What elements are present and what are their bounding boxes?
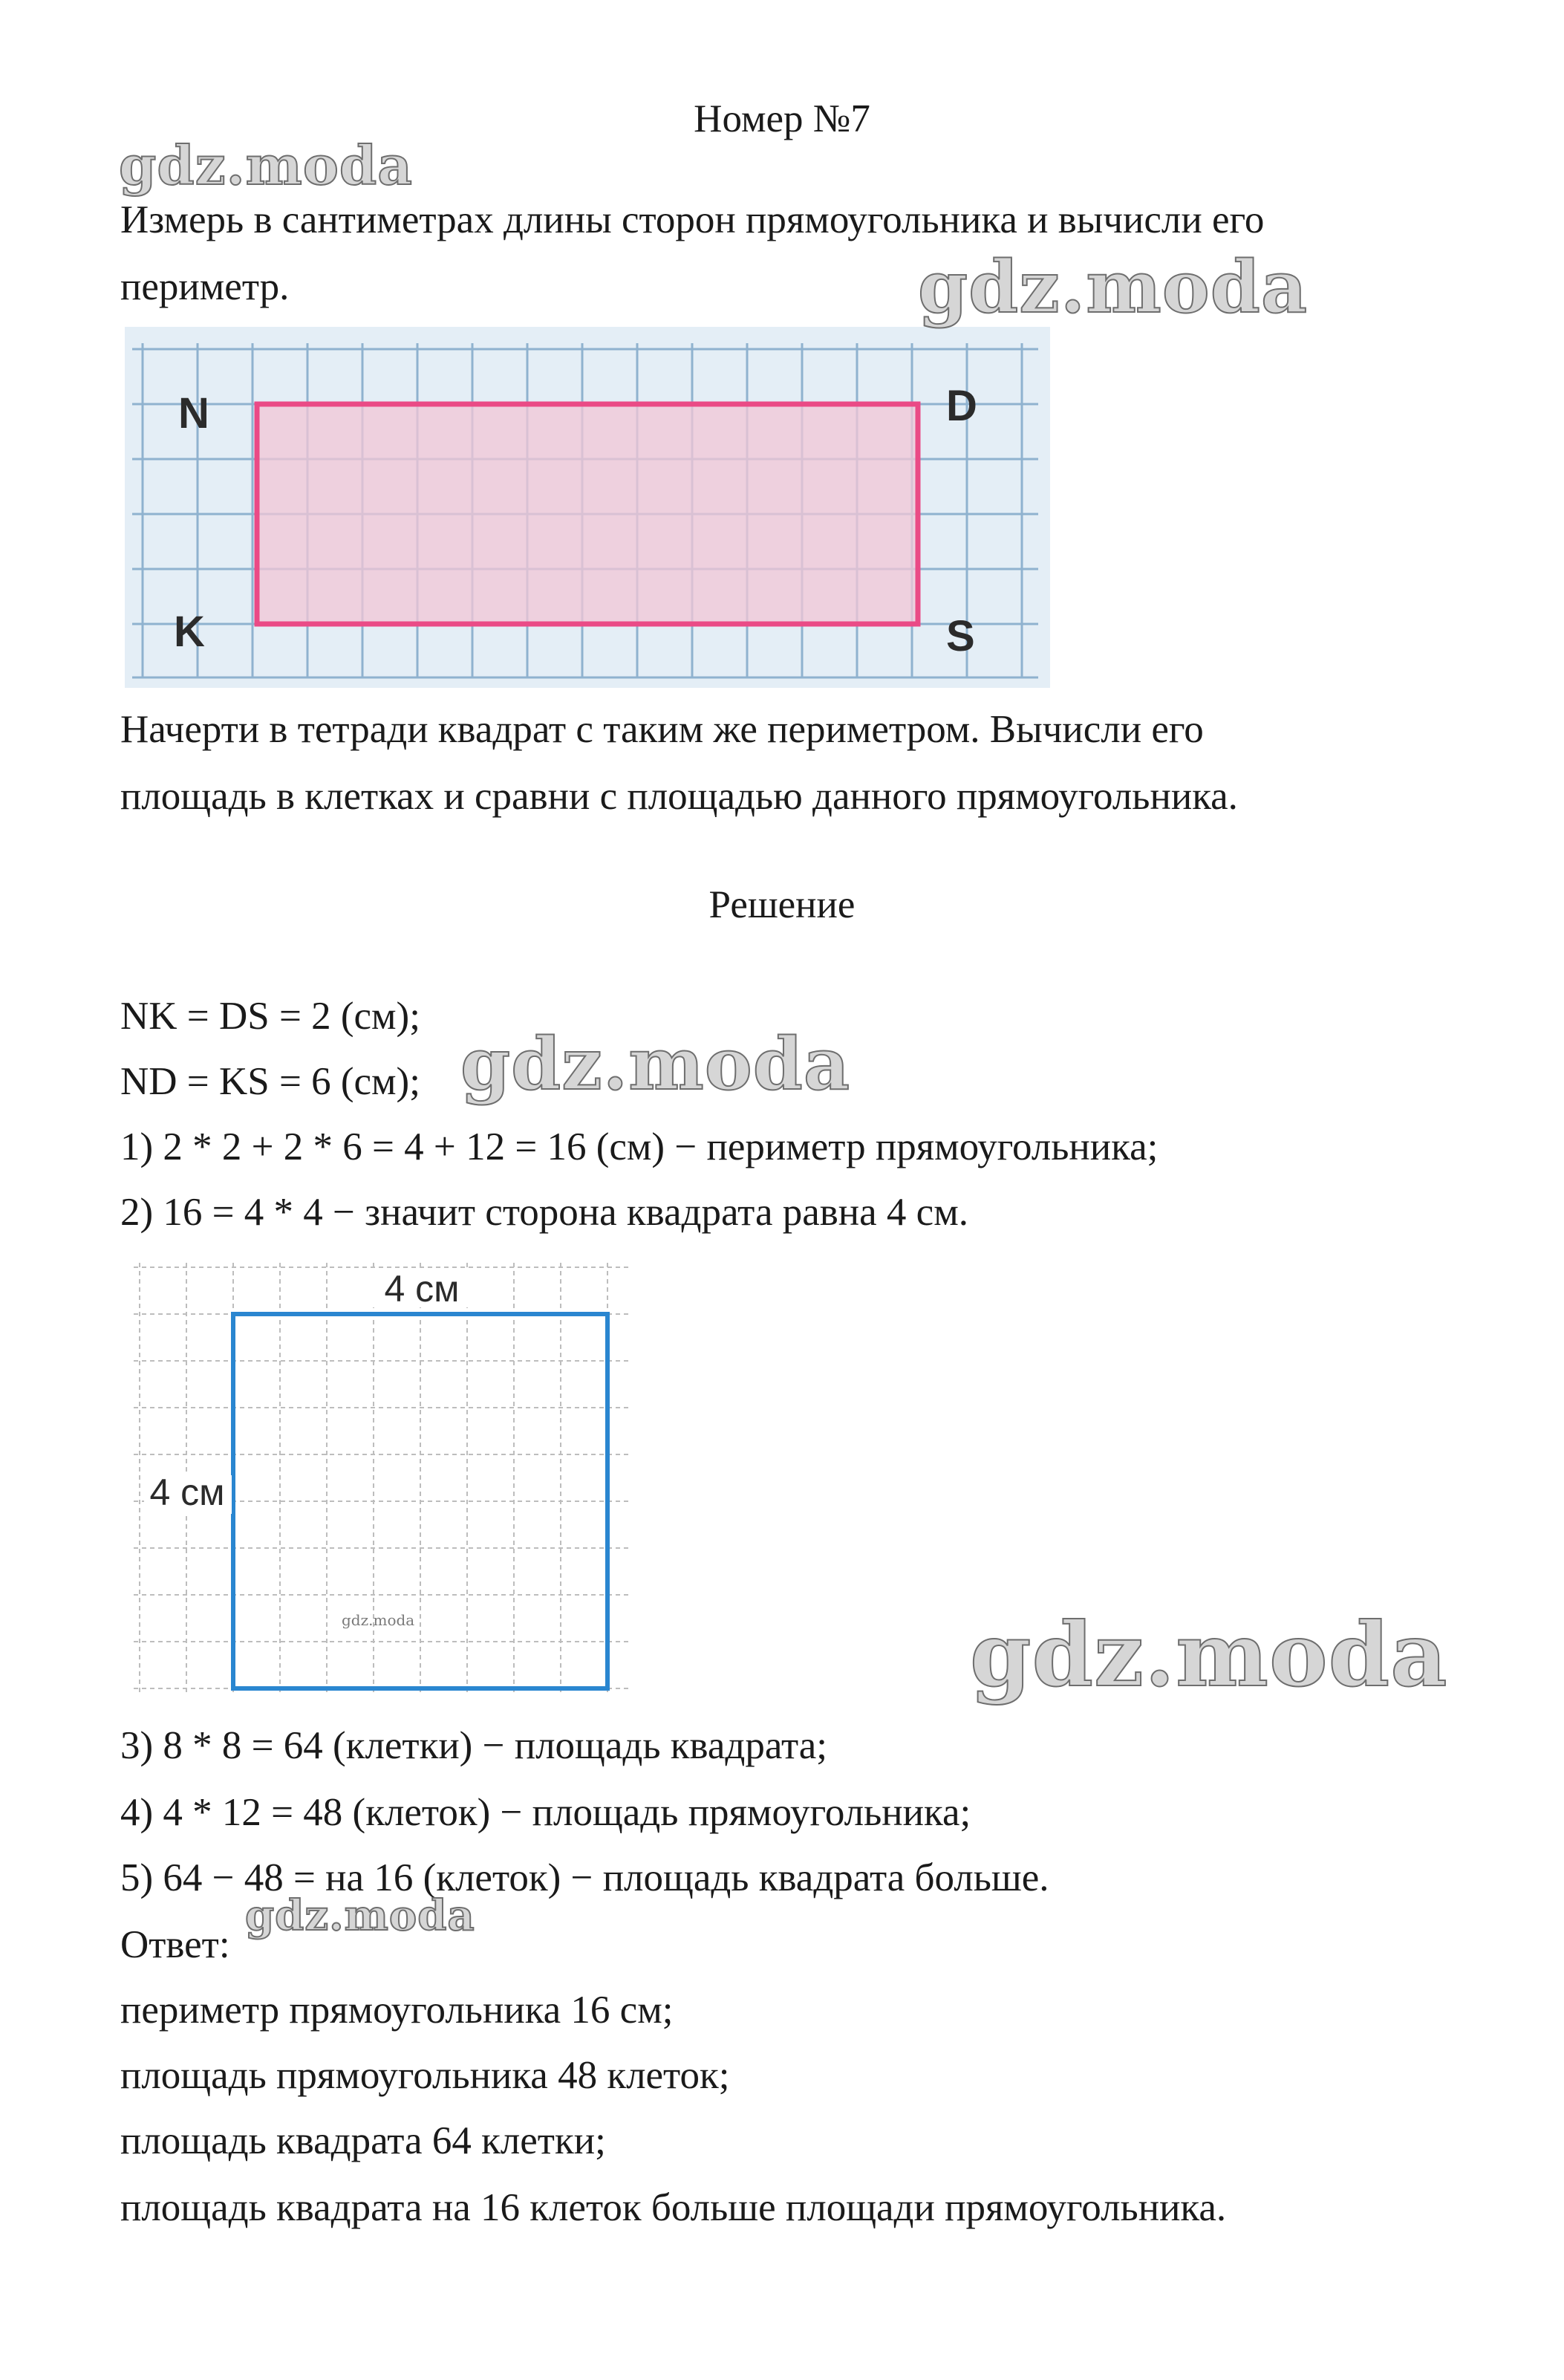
answer-label: Ответ: — [120, 1923, 230, 1966]
vertex-label-k: K — [174, 608, 205, 656]
calc-line-1: 3) 8 * 8 = 64 (клетки) − площадь квадрата; — [120, 1724, 828, 1767]
watermark-3: gdz.moda — [460, 1022, 851, 1106]
answer-line-2: площадь прямоугольника 48 клеток; — [120, 2054, 730, 2097]
answer-line-1: периметр прямоугольника 16 см; — [120, 1989, 674, 2032]
answer-line-4: площадь квадрата на 16 клеток больше площади прямоугольника. — [120, 2186, 1227, 2229]
task-line-1: Измерь в сантиметрах длины сторон прямоугольника и вычисли его — [120, 198, 1265, 241]
answer-line-3: площадь квадрата 64 клетки; — [120, 2119, 606, 2162]
watermark-5: gdz.moda — [245, 1891, 475, 1940]
rectangle-figure — [125, 327, 1050, 688]
vertex-label-d: D — [946, 382, 977, 430]
watermark-2: gdz.moda — [918, 245, 1309, 329]
rectangle-ndsk — [257, 404, 918, 624]
calc-line-3: 5) 64 − 48 = на 16 (клеток) − площадь квадрата больше. — [120, 1856, 1049, 1899]
solution-line-4: 2) 16 = 4 * 4 − значит сторона квадрата равна 4 см. — [120, 1191, 968, 1234]
vertex-label-n: N — [178, 389, 209, 438]
square-left-label: 4 см — [149, 1472, 225, 1513]
solution-line-3: 1) 2 * 2 + 2 * 6 = 4 + 12 = 16 (см) − периметр прямоугольника; — [120, 1125, 1159, 1168]
task-line-4: площадь в клетках и сравни с площадью данного прямоугольника. — [120, 775, 1238, 818]
solution-line-2: ND = KS = 6 (см); — [120, 1060, 420, 1103]
square-figure — [134, 1255, 639, 1701]
task-line-3: Начерти в тетради квадрат с таким же периметром. Вычисли его — [120, 708, 1204, 751]
solution-line-1: NK = DS = 2 (см); — [120, 995, 420, 1038]
small-watermark: gdz.moda — [342, 1611, 415, 1629]
calc-line-2: 4) 4 * 12 = 48 (клеток) − площадь прямоугольника; — [120, 1791, 971, 1834]
page-title: Номер №7 — [694, 97, 870, 140]
vertex-label-s: S — [946, 612, 975, 660]
watermark-4: gdz.moda — [970, 1603, 1448, 1706]
watermark-1: gdz.moda — [119, 134, 413, 197]
solution-heading: Решение — [708, 883, 856, 926]
square-top-label: 4 см — [384, 1268, 460, 1310]
task-line-2: периметр. — [120, 265, 290, 308]
